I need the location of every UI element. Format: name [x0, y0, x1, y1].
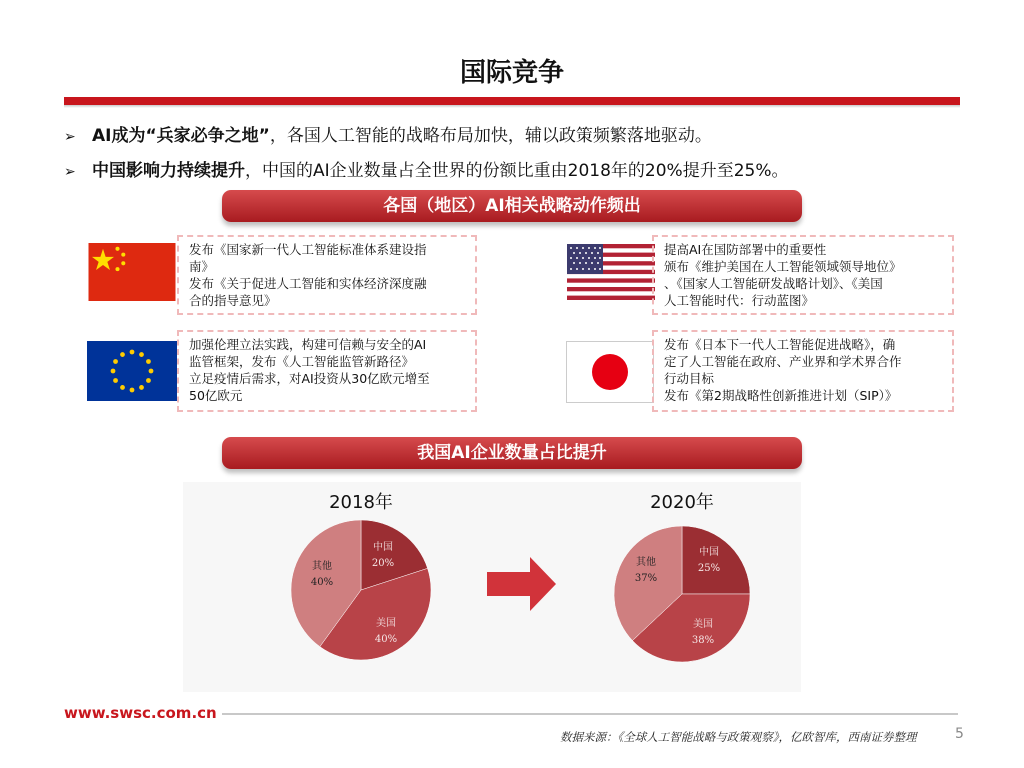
arrow-right-icon [487, 557, 556, 611]
card-line: 发布《关于促进人工智能和实体经济深度融 [189, 276, 427, 291]
bullet-text: ，各国人工智能的战略布局加快，辅以政策频繁落地驱动。 [269, 126, 712, 146]
card-line: 行动目标 [664, 371, 715, 386]
pie-2020 [614, 526, 750, 662]
card-line: 发布《国家新一代人工智能标准体系建设指 [189, 242, 427, 257]
pie-title-2020: 2020年 [650, 492, 714, 513]
pie-slice-china [682, 526, 750, 594]
pie-2018 [291, 520, 431, 660]
card-line: 50亿欧元 [189, 388, 243, 403]
card-line: 提高AI在国防部署中的重要性 [664, 242, 827, 257]
pie-label: 中国 [699, 547, 719, 558]
card-line: 定了人工智能在政府、产业界和学术界合作 [664, 354, 902, 369]
footer-divider [222, 713, 958, 715]
arrow-bullet-icon: ➢ [64, 129, 76, 145]
pie-value-label: 37% [634, 573, 658, 584]
pie-value-label: 25% [697, 563, 721, 574]
bullet-text: ，中国的AI企业数量占全世界的份额比重由2018年的20%提升至25%。 [245, 161, 789, 181]
card-line: 监管框架，发布《人工智能监管新路径》 [189, 354, 415, 369]
pie-label: 其他 [312, 561, 332, 572]
bullet-bold-text: AI成为“兵家必争之地” [92, 126, 270, 146]
pie-value-label: 40% [374, 634, 398, 645]
bullet-bold-text: 中国影响力持续提升 [92, 161, 245, 181]
section-banner-share: 我国AI企业数量占比提升 [222, 437, 802, 469]
card-line: 合的指导意见》 [189, 293, 277, 308]
pie-value-label: 20% [371, 558, 395, 569]
pie-value-label: 40% [310, 577, 334, 588]
pie-title-2018: 2018年 [329, 492, 393, 513]
card-line: 人工智能时代：行动蓝图》 [664, 293, 815, 308]
card-line: 颁布《维护美国在人工智能领域领导地位》 [664, 259, 902, 274]
section-banner-strategy: 各国（地区）AI相关战略动作频出 [222, 190, 802, 222]
arrow-bullet-icon: ➢ [64, 164, 76, 180]
pie-value-label: 38% [691, 635, 715, 646]
pie-label: 其他 [636, 557, 656, 568]
card-line: 发布《日本下一代人工智能促进战略》，确 [664, 337, 896, 352]
footer-link[interactable]: www.swsc.com.cn [64, 704, 217, 722]
pie-label: 美国 [693, 619, 713, 630]
page-title: 国际竞争 [459, 58, 564, 88]
card-line: 加强伦理立法实践，构建可信赖与安全的AI [189, 337, 427, 352]
card-line: 南》 [189, 259, 215, 274]
source-note: 数据来源：《全球人工智能战略与政策观察》，亿欧智库，西南证券整理 [560, 730, 917, 744]
card-line: 、《国家人工智能研发战略计划》、《美国 [664, 276, 883, 291]
pie-label: 中国 [373, 542, 393, 553]
pie-label: 美国 [376, 618, 396, 629]
card-line: 发布《第2期战略性创新推进计划（SIP）》 [664, 388, 898, 403]
page-number: 5 [955, 726, 964, 742]
card-line: 立足疫情后需求，对AI投资从30亿欧元增至 [189, 371, 430, 386]
